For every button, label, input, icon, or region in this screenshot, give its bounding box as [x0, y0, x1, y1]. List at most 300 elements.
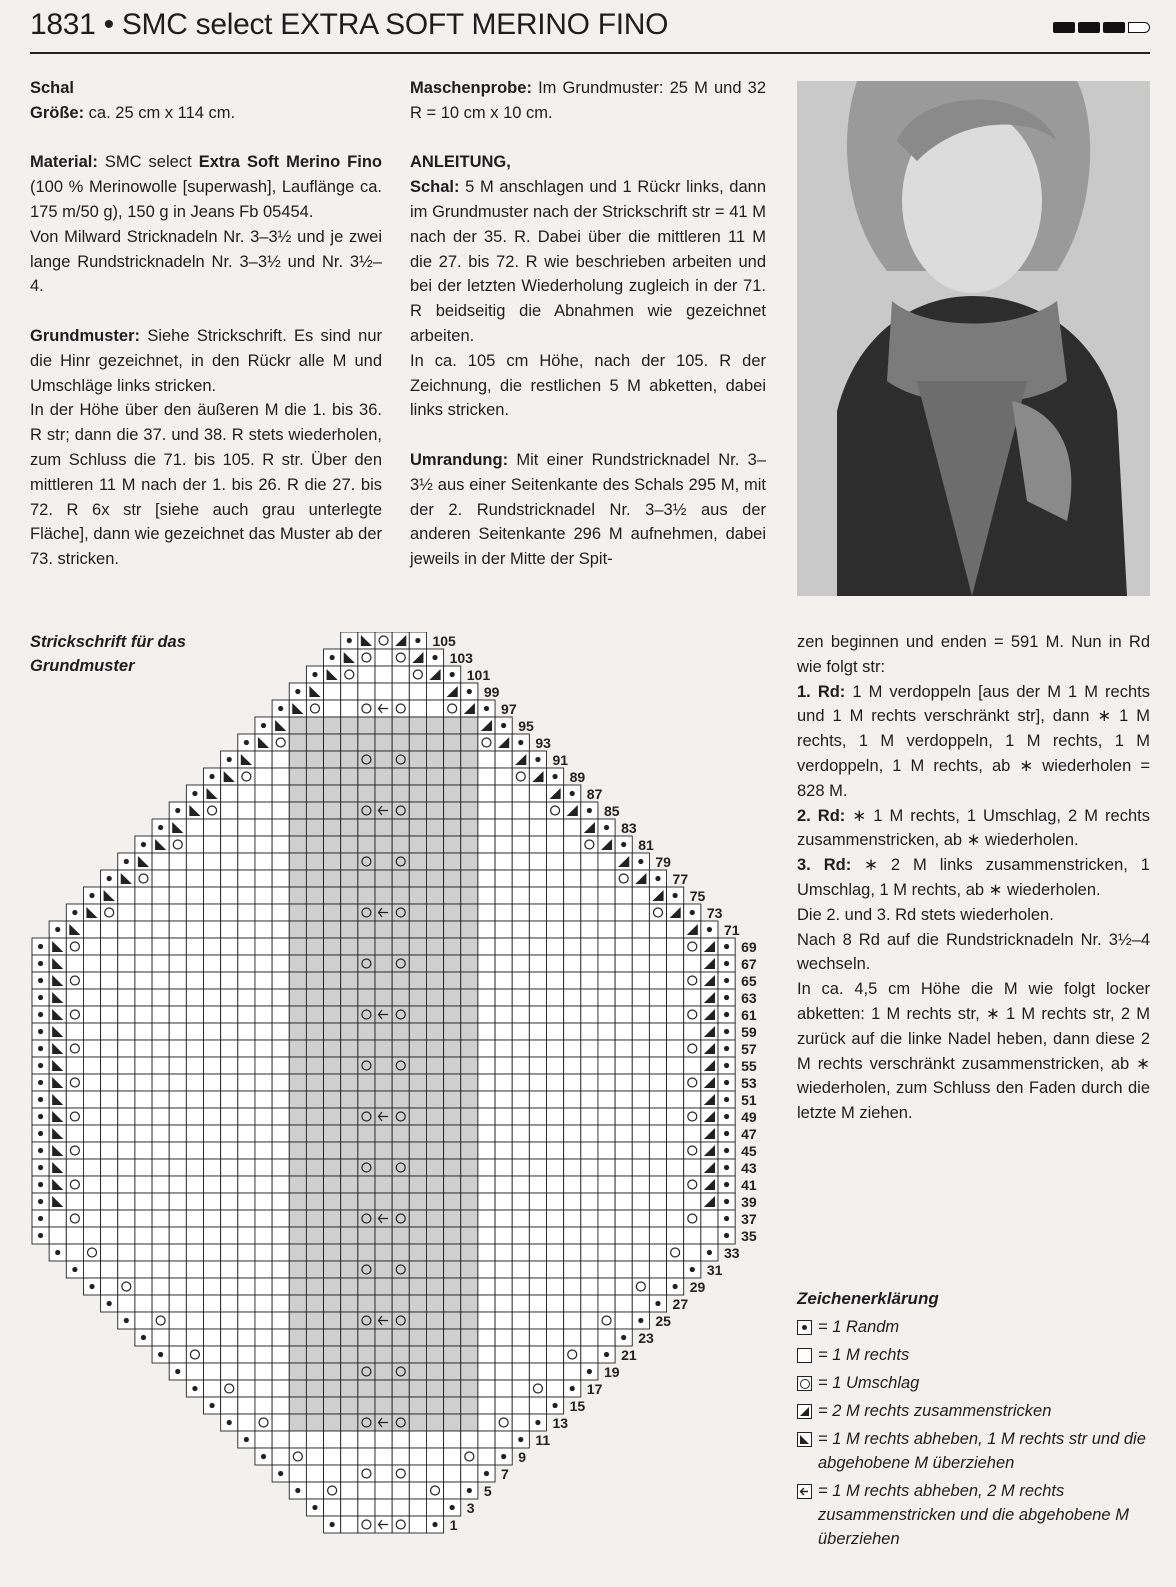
- chart-cell: [547, 1091, 564, 1108]
- chart-cell: [564, 1278, 581, 1295]
- chart-cell: [495, 819, 512, 836]
- chart-edge-stitch: [724, 1046, 729, 1051]
- chart-edge-stitch: [724, 1216, 729, 1221]
- chart-cell: [306, 1108, 323, 1125]
- chart-cell: [426, 1278, 443, 1295]
- chart-cell: [66, 1125, 83, 1142]
- chart-cell: [306, 1261, 323, 1278]
- chart-cell: [684, 989, 701, 1006]
- chart-cell: [632, 1193, 649, 1210]
- yarn-name: EXTRA SOFT MERINO FINO: [280, 8, 669, 41]
- chart-cell: [632, 938, 649, 955]
- chart-cell: [324, 1397, 341, 1414]
- chart-edge-stitch: [38, 1199, 43, 1204]
- chart-cell: [204, 1261, 221, 1278]
- chart-cell: [169, 1159, 186, 1176]
- chart-edge-stitch: [158, 1352, 163, 1357]
- chart-cell: [564, 1142, 581, 1159]
- chart-cell: [512, 1278, 529, 1295]
- chart-cell: [461, 1006, 478, 1023]
- chart-cell: [255, 972, 272, 989]
- chart-cell: [238, 1006, 255, 1023]
- chart-cell: [375, 1074, 392, 1091]
- chart-cell: [461, 1465, 478, 1482]
- chart-cell: [272, 1142, 289, 1159]
- chart-cell: [581, 1006, 598, 1023]
- chart-cell: [324, 1006, 341, 1023]
- chart-cell: [186, 1159, 203, 1176]
- chart-edge-stitch: [604, 825, 609, 830]
- chart-cell: [49, 1074, 66, 1091]
- chart-cell: [118, 1278, 135, 1295]
- chart-cell: [169, 1040, 186, 1057]
- chart-cell: [461, 1142, 478, 1159]
- chart-cell: [238, 1125, 255, 1142]
- chart-cell: [495, 1431, 512, 1448]
- chart-cell: [238, 1176, 255, 1193]
- page-title: [30, 8, 668, 42]
- chart-cell: [66, 938, 83, 955]
- chart-cell: [392, 1125, 409, 1142]
- chart-cell: [186, 1278, 203, 1295]
- chart-cell: [649, 1040, 666, 1057]
- chart-cell: [358, 1006, 375, 1023]
- chart-cell: [598, 1091, 615, 1108]
- chart-cell: [289, 1006, 306, 1023]
- chart-cell: [375, 989, 392, 1006]
- chart-cell: [478, 1193, 495, 1210]
- chart-cell: [375, 1329, 392, 1346]
- chart-cell: [324, 1278, 341, 1295]
- chart-cell: [358, 649, 375, 666]
- chart-cell: [169, 1006, 186, 1023]
- chart-cell: [478, 1414, 495, 1431]
- chart-row-label: 23: [638, 1330, 654, 1346]
- chart-cell: [221, 1295, 238, 1312]
- legend-item: [797, 1371, 1157, 1395]
- column-materials: [30, 76, 382, 572]
- chart-cell: [392, 632, 409, 649]
- chart-cell: [564, 989, 581, 1006]
- chart-cell: [358, 1465, 375, 1482]
- chart-cell: [392, 1108, 409, 1125]
- chart-cell: [49, 1176, 66, 1193]
- chart-cell: [581, 1142, 598, 1159]
- chart-row-label: 101: [466, 667, 491, 683]
- chart-cell: [272, 734, 289, 751]
- chart-cell: [375, 955, 392, 972]
- chart-cell: [444, 1210, 461, 1227]
- needles-text: Von Milward Stricknadeln Nr. 3–3½ und je zwei lange Rundstricknadeln Nr. 3–3½ und Nr. 3½–4.: [30, 227, 382, 296]
- bindoff-text: In ca. 4,5 cm Höhe die M wie folgt locker abketten: 1 M rechts str, ∗ 1 M rechts str, 2 M zurück auf die linke Nadel heben, dann diese 2 M rechts verschränkt zusammenstricken, ab ∗ wiederholen, zum Schluss den Faden durch die letzte M ziehen.: [797, 980, 1150, 1123]
- chart-cell: [324, 768, 341, 785]
- chart-edge-stitch: [38, 1029, 43, 1034]
- chart-cell: [512, 1312, 529, 1329]
- chart-cell: [83, 1091, 100, 1108]
- chart-cell: [358, 683, 375, 700]
- chart-cell: [272, 802, 289, 819]
- chart-cell: [409, 1057, 426, 1074]
- chart-cell: [221, 1227, 238, 1244]
- chart-cell: [426, 802, 443, 819]
- chart-cell: [495, 1108, 512, 1125]
- chart-cell: [272, 1448, 289, 1465]
- chart-cell: [101, 1193, 118, 1210]
- chart-cell: [461, 1210, 478, 1227]
- chart-cell: [341, 1482, 358, 1499]
- chart-cell: [598, 870, 615, 887]
- chart-cell: [341, 1006, 358, 1023]
- chart-cell: [169, 1142, 186, 1159]
- chart-cell: [564, 1057, 581, 1074]
- chart-cell: [358, 972, 375, 989]
- chart-cell: [169, 1329, 186, 1346]
- chart-cell: [221, 1074, 238, 1091]
- chart-cell: [512, 1108, 529, 1125]
- chart-cell: [169, 1023, 186, 1040]
- chart-cell: [324, 1057, 341, 1074]
- chart-edge-stitch: [724, 1199, 729, 1204]
- chart-cell: [255, 989, 272, 1006]
- chart-cell: [324, 972, 341, 989]
- chart-cell: [66, 1023, 83, 1040]
- chart-cell: [324, 853, 341, 870]
- chart-cell: [83, 1023, 100, 1040]
- chart-cell: [529, 870, 546, 887]
- chart-cell: [649, 1244, 666, 1261]
- chart-cell: [375, 666, 392, 683]
- chart-edge-stitch: [55, 1250, 60, 1255]
- chart-cell: [409, 1227, 426, 1244]
- chart-cell: [495, 1363, 512, 1380]
- chart-cell: [289, 955, 306, 972]
- chart-cell: [529, 887, 546, 904]
- chart-cell: [426, 1312, 443, 1329]
- chart-cell: [289, 1397, 306, 1414]
- chart-cell: [272, 1227, 289, 1244]
- chart-cell: [306, 1414, 323, 1431]
- chart-cell: [409, 921, 426, 938]
- chart-cell: [306, 819, 323, 836]
- chart-cell: [152, 904, 169, 921]
- chart-edge-stitch: [432, 655, 437, 660]
- chart-cell: [615, 938, 632, 955]
- chart-cell: [512, 1346, 529, 1363]
- chart-cell: [272, 1006, 289, 1023]
- chart-cell: [564, 853, 581, 870]
- chart-cell: [118, 887, 135, 904]
- chart-cell: [289, 1227, 306, 1244]
- chart-cell: [375, 1261, 392, 1278]
- chart-cell: [478, 1074, 495, 1091]
- chart-cell: [49, 989, 66, 1006]
- chart-cell: [83, 1074, 100, 1091]
- chart-cell: [306, 785, 323, 802]
- model-photo: [797, 81, 1150, 596]
- chart-cell: [341, 1142, 358, 1159]
- chart-cell: [238, 1142, 255, 1159]
- chart-edge-stitch: [209, 774, 214, 779]
- chart-cell: [358, 802, 375, 819]
- chart-cell: [426, 1057, 443, 1074]
- chart-cell: [409, 1176, 426, 1193]
- chart-cell: [221, 819, 238, 836]
- chart-cell: [409, 819, 426, 836]
- chart-edge-stitch: [175, 808, 180, 813]
- chart-cell: [289, 1295, 306, 1312]
- chart-cell: [426, 921, 443, 938]
- chart-cell: [495, 1261, 512, 1278]
- chart-cell: [221, 1329, 238, 1346]
- chart-cell: [444, 1074, 461, 1091]
- chart-cell: [221, 1278, 238, 1295]
- chart-cell: [632, 1142, 649, 1159]
- chart-cell: [169, 1244, 186, 1261]
- chart-cell: [341, 1074, 358, 1091]
- chart-cell: [392, 649, 409, 666]
- chart-cell: [306, 1244, 323, 1261]
- chart-cell: [461, 1448, 478, 1465]
- chart-row-label: 29: [689, 1279, 706, 1295]
- chart-cell: [358, 1210, 375, 1227]
- chart-cell: [632, 1108, 649, 1125]
- chart-cell: [444, 1091, 461, 1108]
- chart-row-label: 37: [741, 1211, 757, 1227]
- chart-cell: [169, 1295, 186, 1312]
- chart-edge-stitch: [227, 757, 232, 762]
- chart-cell: [221, 1312, 238, 1329]
- chart-cell: [615, 1176, 632, 1193]
- chart-cell: [461, 836, 478, 853]
- chart-cell: [289, 1125, 306, 1142]
- chart-cell: [255, 1295, 272, 1312]
- chart-cell: [444, 751, 461, 768]
- chart-cell: [426, 1040, 443, 1057]
- chart-cell: [306, 1227, 323, 1244]
- chart-edge-stitch: [724, 1233, 729, 1238]
- chart-title: Strickschrift für das Grundmuster: [30, 633, 186, 675]
- chart-cell: [495, 955, 512, 972]
- chart-cell: [392, 666, 409, 683]
- chart-cell: [615, 1040, 632, 1057]
- chart-cell: [684, 1244, 701, 1261]
- chart-cell: [461, 870, 478, 887]
- chart-row-label: 53: [741, 1075, 757, 1091]
- chart-cell: [667, 989, 684, 1006]
- chart-cell: [529, 853, 546, 870]
- chart-cell: [255, 768, 272, 785]
- chart-cell: [426, 1295, 443, 1312]
- chart-cell: [221, 870, 238, 887]
- chart-cell: [444, 921, 461, 938]
- chart-cell: [564, 1159, 581, 1176]
- chart-edge-stitch: [638, 1318, 643, 1323]
- chart-cell: [341, 836, 358, 853]
- chart-cell: [289, 785, 306, 802]
- chart-cell: [186, 853, 203, 870]
- chart-cell: [701, 1210, 718, 1227]
- chart-cell: [461, 751, 478, 768]
- chart-row-label: 85: [603, 803, 620, 819]
- chart-cell: [186, 1363, 203, 1380]
- chart-cell: [409, 853, 426, 870]
- chart-cell: [204, 1193, 221, 1210]
- chart-cell: [615, 870, 632, 887]
- chart-cell: [324, 785, 341, 802]
- chart-cell: [358, 1023, 375, 1040]
- chart-cell: [649, 1176, 666, 1193]
- chart-cell: [238, 1329, 255, 1346]
- chart-cell: [341, 955, 358, 972]
- chart-cell: [598, 938, 615, 955]
- chart-cell: [358, 734, 375, 751]
- chart-cell: [169, 1193, 186, 1210]
- chart-cell: [324, 938, 341, 955]
- chart-cell: [581, 1176, 598, 1193]
- chart-row-label: 97: [501, 701, 517, 717]
- chart-cell: [478, 1040, 495, 1057]
- chart-cell: [169, 870, 186, 887]
- chart-cell: [272, 1210, 289, 1227]
- chart-cell: [564, 938, 581, 955]
- chart-cell: [66, 1142, 83, 1159]
- border-continued-text: zen beginnen und enden = 591 M. Nun in Rd wie folgt str:: [797, 633, 1150, 676]
- chart-cell: [529, 1023, 546, 1040]
- chart-cell: [238, 972, 255, 989]
- chart-cell: [564, 887, 581, 904]
- chart-cell: [289, 972, 306, 989]
- chart-cell: [529, 1210, 546, 1227]
- chart-cell: [598, 1159, 615, 1176]
- chart-cell: [564, 1108, 581, 1125]
- chart-cell: [547, 1363, 564, 1380]
- chart-cell: [581, 972, 598, 989]
- chart-cell: [512, 836, 529, 853]
- chart-cell: [306, 1295, 323, 1312]
- chart-cell: [289, 870, 306, 887]
- chart-cell: [341, 1261, 358, 1278]
- chart-row-label: 39: [741, 1194, 757, 1210]
- chart-cell: [324, 1329, 341, 1346]
- chart-cell: [461, 1380, 478, 1397]
- chart-cell: [272, 751, 289, 768]
- chart-cell: [306, 870, 323, 887]
- chart-cell: [409, 802, 426, 819]
- chart-cell: [135, 1244, 152, 1261]
- chart-edge-stitch: [501, 1454, 506, 1459]
- chart-cell: [529, 1040, 546, 1057]
- chart-cell: [238, 1244, 255, 1261]
- chart-cell: [426, 700, 443, 717]
- chart-cell: [426, 1261, 443, 1278]
- chart-cell: [101, 1244, 118, 1261]
- chart-cell: [255, 853, 272, 870]
- chart-cell: [169, 836, 186, 853]
- chart-edge-stitch: [484, 706, 489, 711]
- chart-row-label: 3: [466, 1500, 475, 1516]
- chart-cell: [221, 1108, 238, 1125]
- chart-edge-stitch: [295, 1488, 300, 1493]
- chart-cell: [238, 1363, 255, 1380]
- chart-cell: [598, 1329, 615, 1346]
- chart-cell: [186, 1244, 203, 1261]
- chart-cell: [547, 955, 564, 972]
- chart-cell: [547, 1227, 564, 1244]
- chart-edge-stitch: [141, 842, 146, 847]
- chart-cell: [324, 870, 341, 887]
- chart-cell: [392, 1516, 409, 1533]
- chart-cell: [324, 1159, 341, 1176]
- chart-cell: [529, 1227, 546, 1244]
- chart-cell: [444, 1465, 461, 1482]
- chart-cell: [444, 1261, 461, 1278]
- chart-cell: [409, 870, 426, 887]
- chart-cell: [478, 1244, 495, 1261]
- chart-cell: [272, 1176, 289, 1193]
- chart-cell: [255, 1023, 272, 1040]
- chart-cell: [49, 1193, 66, 1210]
- chart-edge-stitch: [621, 1335, 626, 1340]
- chart-cell: [684, 955, 701, 972]
- chart-row-label: 49: [741, 1109, 757, 1125]
- chart-cell: [461, 1023, 478, 1040]
- chart-cell: [101, 1278, 118, 1295]
- chart-cell: [478, 734, 495, 751]
- chart-cell: [615, 1074, 632, 1091]
- chart-cell: [375, 887, 392, 904]
- chart-cell: [478, 1312, 495, 1329]
- chart-cell: [495, 938, 512, 955]
- chart-cell: [615, 1023, 632, 1040]
- chart-cell: [238, 768, 255, 785]
- chart-cell: [152, 972, 169, 989]
- chart-cell: [238, 1397, 255, 1414]
- chart-cell: [221, 887, 238, 904]
- chart-cell: [255, 1380, 272, 1397]
- chart-cell: [547, 904, 564, 921]
- chart-cell: [135, 1193, 152, 1210]
- chart-cell: [341, 1414, 358, 1431]
- chart-cell: [564, 1193, 581, 1210]
- chart-row-label: 103: [449, 650, 473, 666]
- chart-cell: [272, 938, 289, 955]
- chart-cell: [426, 972, 443, 989]
- chart-cell: [444, 853, 461, 870]
- chart-cell: [444, 734, 461, 751]
- chart-cell: [547, 1278, 564, 1295]
- chart-cell: [426, 683, 443, 700]
- chart-cell: [306, 1363, 323, 1380]
- chart-cell: [409, 1006, 426, 1023]
- chart-edge-stitch: [38, 1131, 43, 1136]
- chart-cell: [598, 1244, 615, 1261]
- chart-row-label: 59: [741, 1024, 757, 1040]
- chart-cell: [272, 853, 289, 870]
- chart-cell: [409, 1261, 426, 1278]
- chart-cell: [375, 1057, 392, 1074]
- chart-edge-stitch: [450, 1505, 455, 1510]
- chart-cell: [564, 904, 581, 921]
- chart-cell: [324, 1193, 341, 1210]
- chart-cell: [289, 1210, 306, 1227]
- chart-cell: [272, 819, 289, 836]
- chart-cell: [461, 785, 478, 802]
- chart-cell: [632, 1295, 649, 1312]
- chart-cell: [461, 1040, 478, 1057]
- chart-cell: [324, 1448, 341, 1465]
- chart-cell: [238, 938, 255, 955]
- chart-cell: [564, 1210, 581, 1227]
